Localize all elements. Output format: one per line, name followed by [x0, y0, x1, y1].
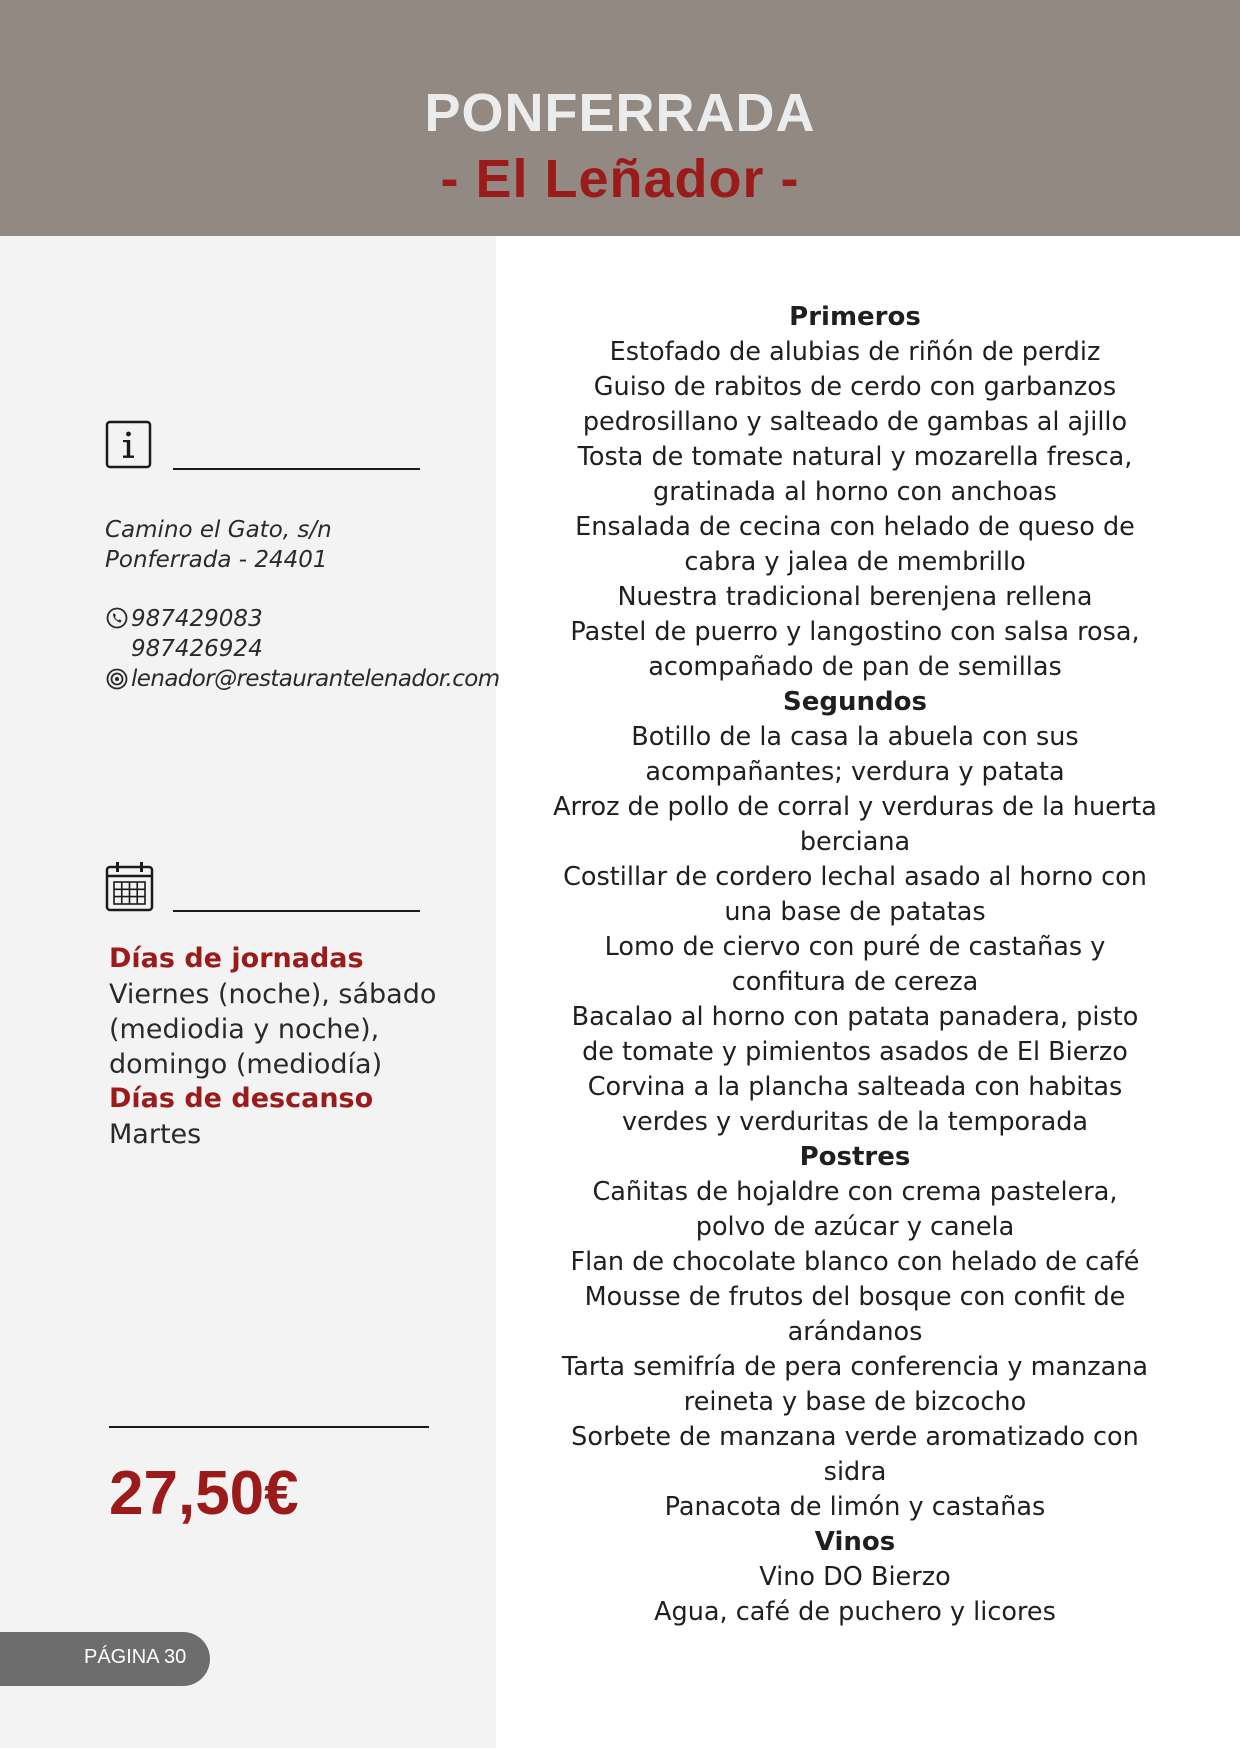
menu-item-line: Bacalao al horno con patata panadera, pisto [571, 1002, 1139, 1032]
menu-item-line: Lomo de ciervo con puré de castañas y [604, 932, 1106, 962]
restaurant-title: - El Leñador - [440, 149, 800, 209]
at-icon [106, 668, 128, 690]
menu-item-line: pedrosillano y salteado de gambas al ajillo [582, 407, 1128, 437]
menu-item-line: de tomate y pimientos asados de El Bierzo [582, 1037, 1128, 1067]
phone-1[interactable]: 987429083 [131, 606, 263, 632]
info-icon [105, 420, 153, 470]
info-rule [173, 468, 420, 470]
rest-days-title: Días de descanso [109, 1083, 374, 1114]
menu-item-line: acompañado de pan de semillas [648, 652, 1062, 682]
menu-item-line: una base de patatas [724, 897, 986, 927]
menu-item-line: gratinada al horno con anchoas [653, 477, 1057, 507]
days-open-title: Días de jornadas [109, 943, 364, 974]
phone-icon [106, 607, 128, 629]
calendar-icon [105, 860, 155, 912]
menu-item-line: Costillar de cordero lechal asado al horno con [563, 862, 1147, 892]
price-rule [109, 1426, 429, 1428]
menu-item-line: Arroz de pollo de corral y verduras de la huerta [553, 792, 1157, 822]
menu-item-line: Panacota de limón y castañas [664, 1492, 1046, 1522]
menu-item-line: Estofado de alubias de riñón de perdiz [609, 337, 1101, 367]
email-link[interactable]: lenador@restaurantelenador.com [131, 666, 500, 692]
menu-item-line: Mousse de frutos del bosque con confit de [584, 1282, 1126, 1312]
menu-item-line: verdes y verduritas de la temporada [621, 1107, 1089, 1137]
menu-item-line: polvo de azúcar y canela [695, 1212, 1015, 1242]
address-line-1: Camino el Gato, s/n [105, 517, 332, 543]
menu-item-line: Vino DO Bierzo [759, 1562, 951, 1592]
menu-item-line: Guiso de rabitos de cerdo con garbanzos [593, 372, 1117, 402]
menu-item-line: Pastel de puerro y langostino con salsa rosa, [570, 617, 1140, 647]
menu-item-line: Nuestra tradicional berenjena rellena [617, 582, 1093, 612]
rest-days-value: Martes [109, 1119, 202, 1150]
menu-item-line: acompañantes; verdura y patata [645, 757, 1065, 787]
city-title: PONFERRADA [424, 83, 816, 143]
menu-section-heading: Segundos [783, 687, 927, 717]
phone-2[interactable]: 987426924 [131, 636, 263, 662]
menu-item-line: sidra [823, 1457, 887, 1487]
menu-item-line: arándanos [787, 1317, 923, 1347]
menu-item-line: Botillo de la casa la abuela con sus [631, 722, 1079, 752]
page-number-label: PÁGINA 30 [84, 1646, 187, 1668]
menu-section-heading: Postres [799, 1142, 911, 1172]
menu-item-line: Corvina a la plancha salteada con habitas [587, 1072, 1123, 1102]
menu-item-line: Tarta semifría de pera conferencia y manzana [561, 1352, 1149, 1382]
days-open-line-3: domingo (mediodía) [109, 1049, 383, 1080]
calendar-rule [173, 910, 420, 912]
menu-item-line: Tosta de tomate natural y mozarella fresca, [577, 442, 1133, 472]
menu-item-line: Ensalada de cecina con helado de queso de [575, 512, 1135, 542]
menu-section-heading: Primeros [789, 302, 921, 332]
days-open-line-1: Viernes (noche), sábado [109, 979, 437, 1010]
menu-list [535, 300, 1175, 1630]
menu-item-line: Sorbete de manzana verde aromatizado con [571, 1422, 1139, 1452]
menu-item-line: berciana [799, 827, 911, 857]
menu-section-heading: Vinos [814, 1527, 896, 1557]
menu-item-line: cabra y jalea de membrillo [684, 547, 1026, 577]
menu-price: 27,50€ [109, 1459, 299, 1528]
menu-item-line: Agua, café de puchero y licores [654, 1597, 1056, 1627]
address-line-2: Ponferrada - 24401 [105, 547, 328, 573]
menu-item-line: Cañitas de hojaldre con crema pastelera, [592, 1177, 1118, 1207]
menu-item-line: Flan de chocolate blanco con helado de café [570, 1247, 1140, 1277]
menu-item-line: confitura de cereza [731, 967, 979, 997]
days-open-line-2: (mediodia y noche), [109, 1014, 380, 1045]
menu-item-line: reineta y base de bizcocho [683, 1387, 1027, 1417]
